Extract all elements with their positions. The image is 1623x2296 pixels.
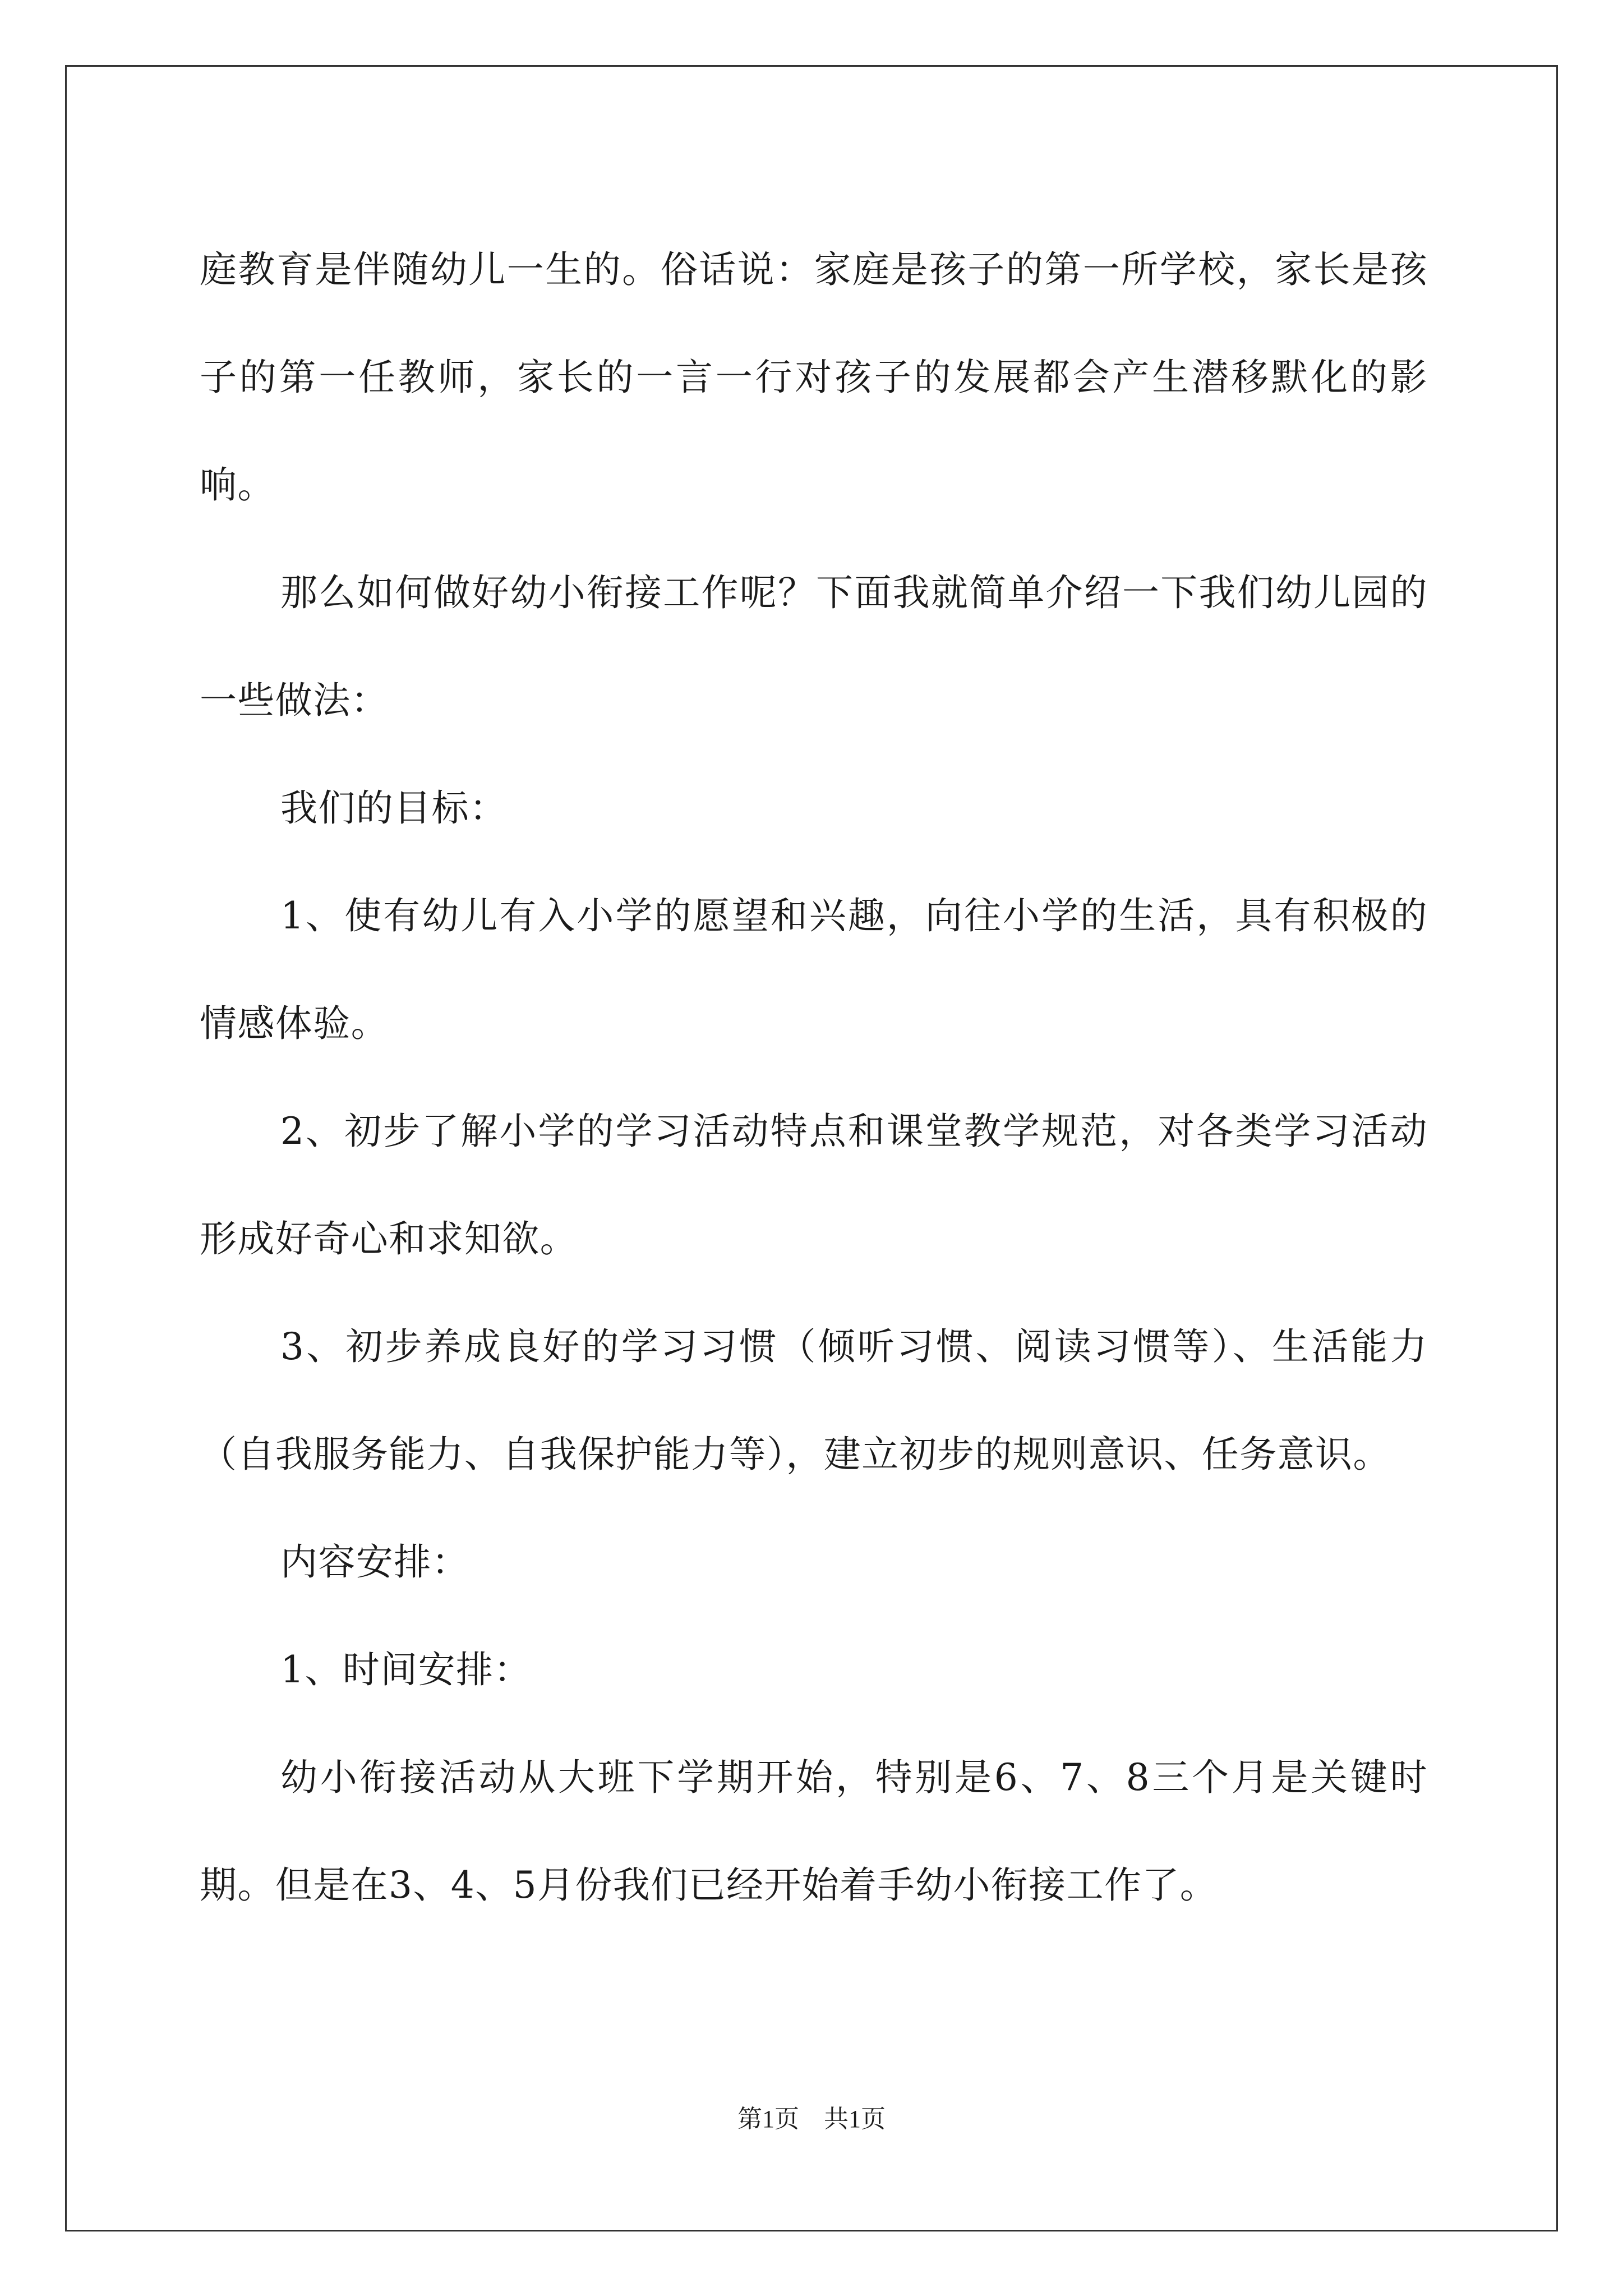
goal-item-1: 1、使有幼儿有入小学的愿望和兴趣，向往小学的生活，具有积极的情感体验。 bbox=[200, 894, 1428, 1045]
page-footer bbox=[0, 2102, 1623, 2136]
page-number: 第1页 bbox=[737, 2105, 799, 2133]
heading-time-arrangement: 1、时间安排： bbox=[280, 1648, 532, 1691]
paragraph-time-details: 幼小衔接活动从大班下学期开始，特别是6、7、8三个月是关键时期。但是在3、4、5月份我们已经开始着手幼小衔接工作了。 bbox=[200, 1756, 1428, 1907]
goal-item-3: 3、初步养成良好的学习习惯（倾听习惯、阅读习惯等）、生活能力（自我服务能力、自我保护能力等），建立初步的规则意识、任务意识。 bbox=[200, 1325, 1428, 1476]
paragraph-continued: 庭教育是伴随幼儿一生的。俗话说：家庭是孩子的第一所学校，家长是孩子的第一任教师，家长的一言一行对孩子的发展都会产生潜移默化的影响。 bbox=[200, 248, 1428, 507]
heading-goals: 我们的目标： bbox=[280, 786, 508, 830]
goal-item-2: 2、初步了解小学的学习活动特点和课堂教学规范，对各类学习活动形成好奇心和求知欲。 bbox=[200, 1110, 1428, 1260]
document-body bbox=[200, 216, 1428, 1939]
heading-content-arrangement: 内容安排： bbox=[280, 1540, 469, 1584]
paragraph-intro-question: 那么如何做好幼小衔接工作呢？下面我就简单介绍一下我们幼儿园的一些做法： bbox=[200, 571, 1428, 722]
page-total: 共1页 bbox=[824, 2105, 886, 2133]
